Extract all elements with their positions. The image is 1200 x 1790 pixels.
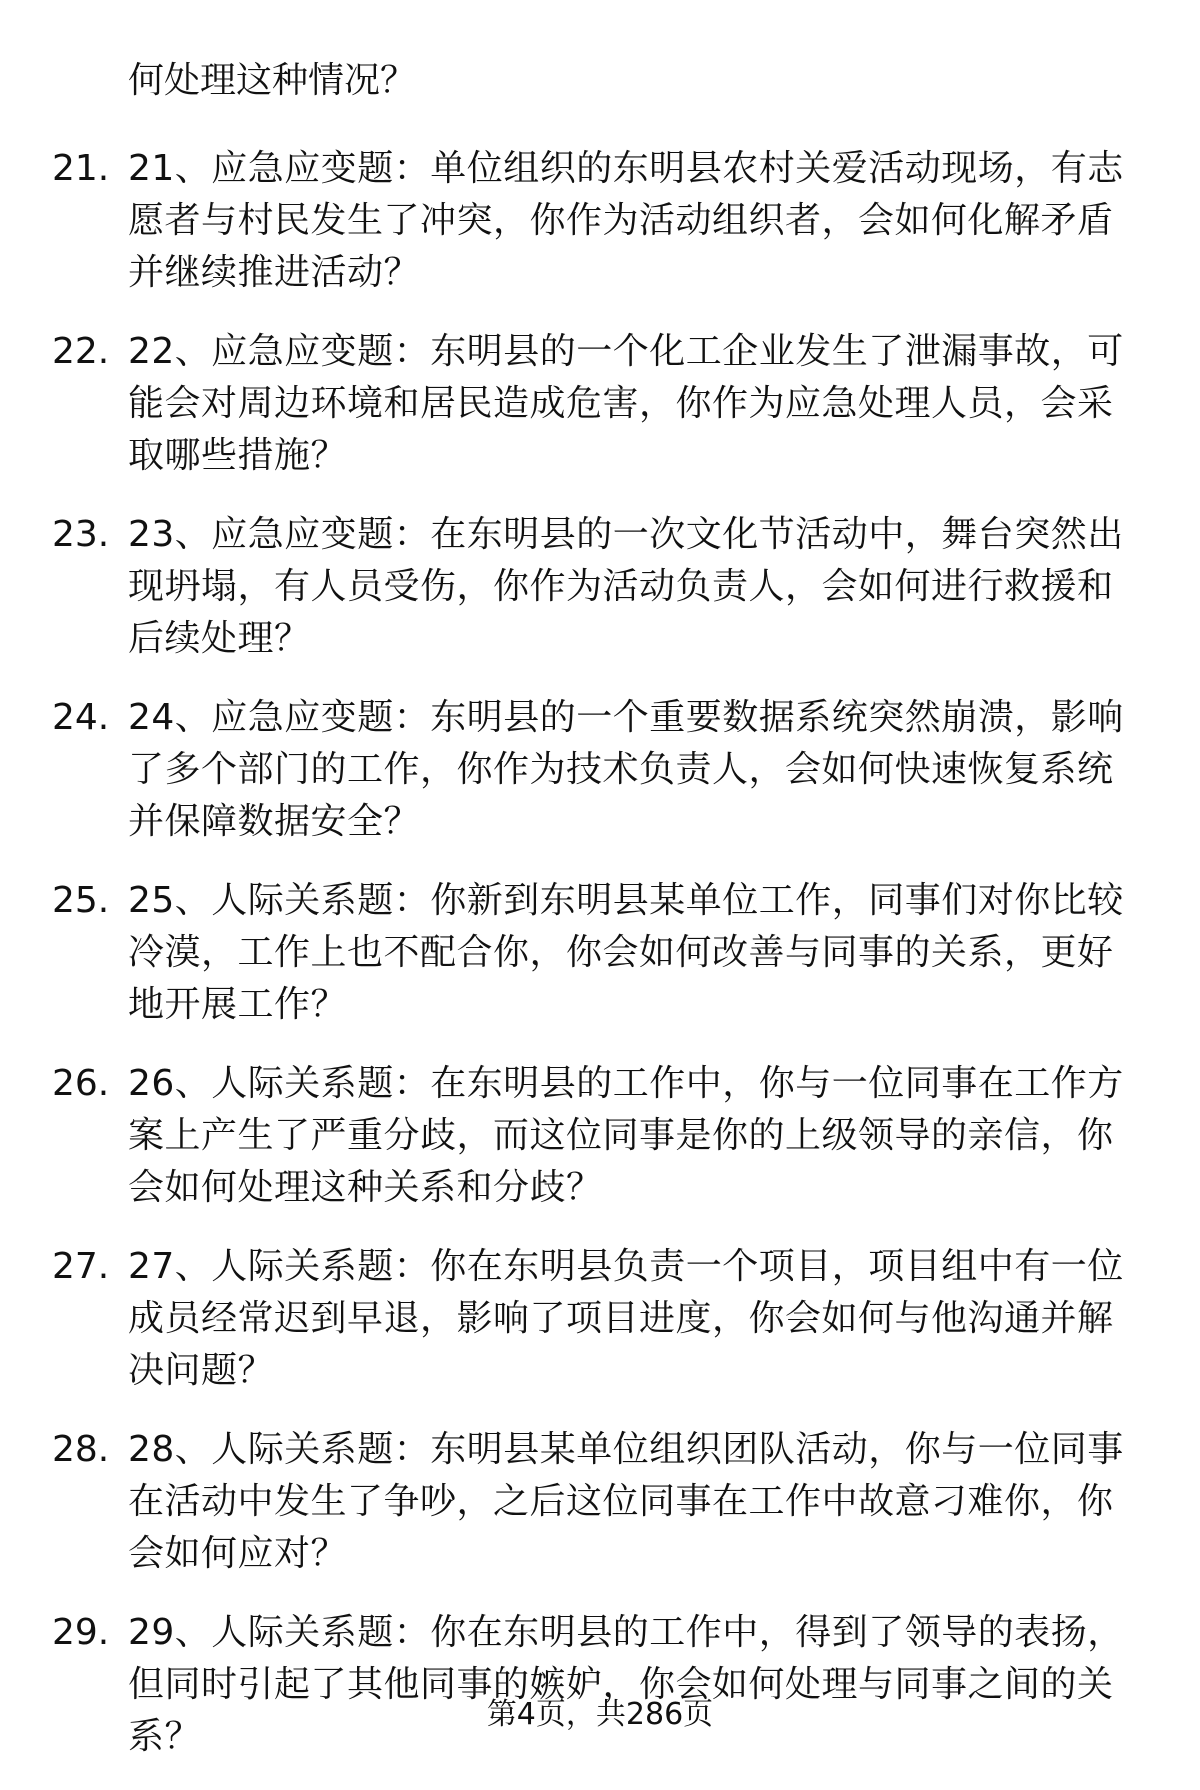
question-text: 28、人际关系题：东明县某单位组织团队活动，你与一位同事在活动中发生了争吵，之后这位同事在工作中故意刁难你，你会如何应对？	[128, 1429, 1124, 1574]
question-number: 26.	[52, 1063, 110, 1104]
question-text: 25、人际关系题：你新到东明县某单位工作，同事们对你比较冷漠，工作上也不配合你，你会如何改善与同事的关系，更好地开展工作？	[128, 880, 1124, 1025]
question-text: 22、应急应变题：东明县的一个化工企业发生了泄漏事故，可能会对周边环境和居民造成危害，你作为应急处理人员，会采取哪些措施？	[128, 331, 1124, 476]
question-number: 25.	[52, 880, 110, 921]
question-text: 21、应急应变题：单位组织的东明县农村关爱活动现场，有志愿者与村民发生了冲突，你作为活动组织者，会如何化解矛盾并继续推进活动？	[128, 148, 1124, 293]
question-number: 23.	[52, 514, 110, 555]
question-number: 28.	[52, 1429, 110, 1470]
question-number: 29.	[52, 1612, 110, 1653]
question-number: 24.	[52, 697, 110, 738]
question-number: 27.	[52, 1246, 110, 1287]
question-number: 22.	[52, 331, 110, 372]
question-item	[0, 1424, 1200, 1607]
question-item	[0, 875, 1200, 1058]
question-item	[0, 692, 1200, 875]
question-item	[0, 143, 1200, 326]
question-item	[0, 1058, 1200, 1241]
question-number: 21.	[52, 148, 110, 189]
page-footer: 第4页，共286页	[486, 1697, 714, 1732]
question-item	[0, 1241, 1200, 1424]
question-item	[0, 326, 1200, 509]
continuation-text: 何处理这种情况？	[128, 60, 417, 101]
question-text: 26、人际关系题：在东明县的工作中，你与一位同事在工作方案上产生了严重分歧，而这位同事是你的上级领导的亲信，你会如何处理这种关系和分歧？	[128, 1063, 1124, 1208]
question-item	[0, 509, 1200, 692]
question-text: 23、应急应变题：在东明县的一次文化节活动中，舞台突然出现坍塌，有人员受伤，你作为活动负责人，会如何进行救援和后续处理？	[128, 514, 1124, 659]
question-list	[0, 143, 1200, 1790]
question-text: 27、人际关系题：你在东明县负责一个项目，项目组中有一位成员经常迟到早退，影响了项目进度，你会如何与他沟通并解决问题？	[128, 1246, 1124, 1391]
question-text: 24、应急应变题：东明县的一个重要数据系统突然崩溃，影响了多个部门的工作，你作为技术负责人，会如何快速恢复系统并保障数据安全？	[128, 697, 1124, 842]
question-text: 29、人际关系题：你在东明县的工作中，得到了领导的表扬，但同时引起了其他同事的嫉妒，你会如何处理与同事之间的关系？	[128, 1612, 1124, 1757]
